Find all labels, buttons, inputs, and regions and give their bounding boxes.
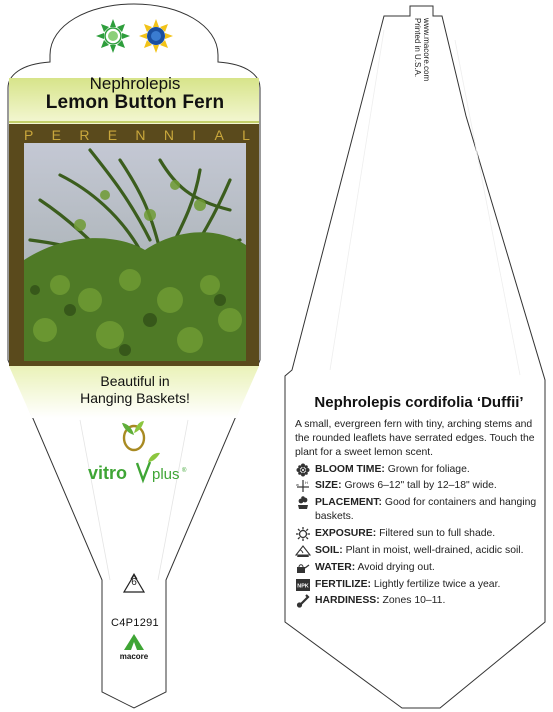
care-text xyxy=(315,594,445,608)
care-text xyxy=(315,561,435,575)
care-label: BLOOM TIME: xyxy=(315,463,385,475)
svg-text:macore: macore xyxy=(119,652,149,661)
sun-shade-icon xyxy=(139,19,173,53)
svg-text:H: H xyxy=(305,480,308,486)
fern-photo xyxy=(24,143,246,361)
care-value: Good for containers and hanging baskets. xyxy=(315,497,537,523)
common-name-cultivar: Lemon Button Fern xyxy=(45,92,225,113)
svg-text:plus: plus xyxy=(152,466,180,483)
category-banner xyxy=(12,125,262,145)
svg-text:vitro: vitro xyxy=(88,463,128,483)
care-label: SIZE: xyxy=(315,480,342,492)
care-value: Lightly fertilize twice a year. xyxy=(371,578,501,590)
care-row xyxy=(295,479,547,493)
thermometer-icon xyxy=(295,594,313,608)
fertilizer-icon xyxy=(295,578,313,592)
placement-icon xyxy=(295,496,313,510)
care-row xyxy=(295,561,547,575)
care-label: HARDINESS: xyxy=(315,595,380,607)
care-label: PLACEMENT: xyxy=(315,497,382,509)
website: www.macore.com xyxy=(422,18,431,82)
category-letter: P xyxy=(24,127,34,143)
care-value: Avoid drying out. xyxy=(355,561,435,573)
care-row xyxy=(295,527,547,541)
bloom-icon xyxy=(295,463,313,477)
sun-full-icon xyxy=(96,19,130,53)
care-row xyxy=(295,496,547,524)
category-letter: N xyxy=(163,127,174,143)
slogan xyxy=(40,373,230,407)
care-label: FERTILIZE: xyxy=(315,578,371,590)
common-name-genus: Nephrolepis xyxy=(89,74,181,93)
care-text xyxy=(315,527,495,541)
care-value: Zones 10–11. xyxy=(379,595,446,607)
category-letter: L xyxy=(242,127,250,143)
care-info xyxy=(295,418,547,611)
care-text xyxy=(315,463,470,477)
care-row xyxy=(295,463,547,477)
water-icon xyxy=(295,561,313,575)
care-row xyxy=(295,578,547,592)
plant-description: A small, evergreen fern with tiny, arching stems and the rounded leaflets have serrated edges. Touch the plant for a sweet lemon scent. xyxy=(295,419,535,459)
size-icon xyxy=(295,479,313,493)
care-text xyxy=(315,479,497,493)
category-letter: R xyxy=(79,127,90,143)
recycle-number: 6 xyxy=(131,577,137,588)
care-value: Grown for foliage. xyxy=(384,463,470,475)
svg-text:NPK: NPK xyxy=(297,583,309,590)
sku-code: C4P1291 xyxy=(111,617,159,629)
slogan-line-2: Hanging Baskets! xyxy=(80,390,190,406)
care-text xyxy=(315,578,500,592)
category-letter: E xyxy=(107,127,118,143)
sun-icon xyxy=(295,527,313,541)
care-row xyxy=(295,594,547,608)
care-label: EXPOSURE: xyxy=(315,528,377,540)
category-letter: N xyxy=(135,127,146,143)
care-value: Grows 6–12" tall by 12–18" wide. xyxy=(341,480,497,492)
category-letter: I xyxy=(192,127,197,143)
care-label: SOIL: xyxy=(315,545,343,556)
soil-icon xyxy=(295,544,313,558)
care-text xyxy=(315,544,523,558)
care-value: Plant in moist, well-drained, acidic soil. xyxy=(342,545,524,556)
care-list xyxy=(295,463,547,609)
svg-text:®: ® xyxy=(182,468,187,474)
svg-text:w: w xyxy=(296,482,299,488)
category-letter: E xyxy=(51,127,61,143)
care-label: WATER: xyxy=(315,561,356,573)
care-value: Filtered sun to full shade. xyxy=(376,528,496,540)
category-letter: A xyxy=(214,127,224,143)
care-text xyxy=(315,496,547,524)
slogan-line-1: Beautiful in xyxy=(100,373,170,389)
common-name xyxy=(10,74,260,112)
care-row xyxy=(295,544,547,558)
botanical-name: Nephrolepis cordifolia ‘Duffii’ xyxy=(314,394,524,411)
printer-info xyxy=(400,18,440,98)
printed-in: Printed in U.S.A. xyxy=(413,18,422,78)
